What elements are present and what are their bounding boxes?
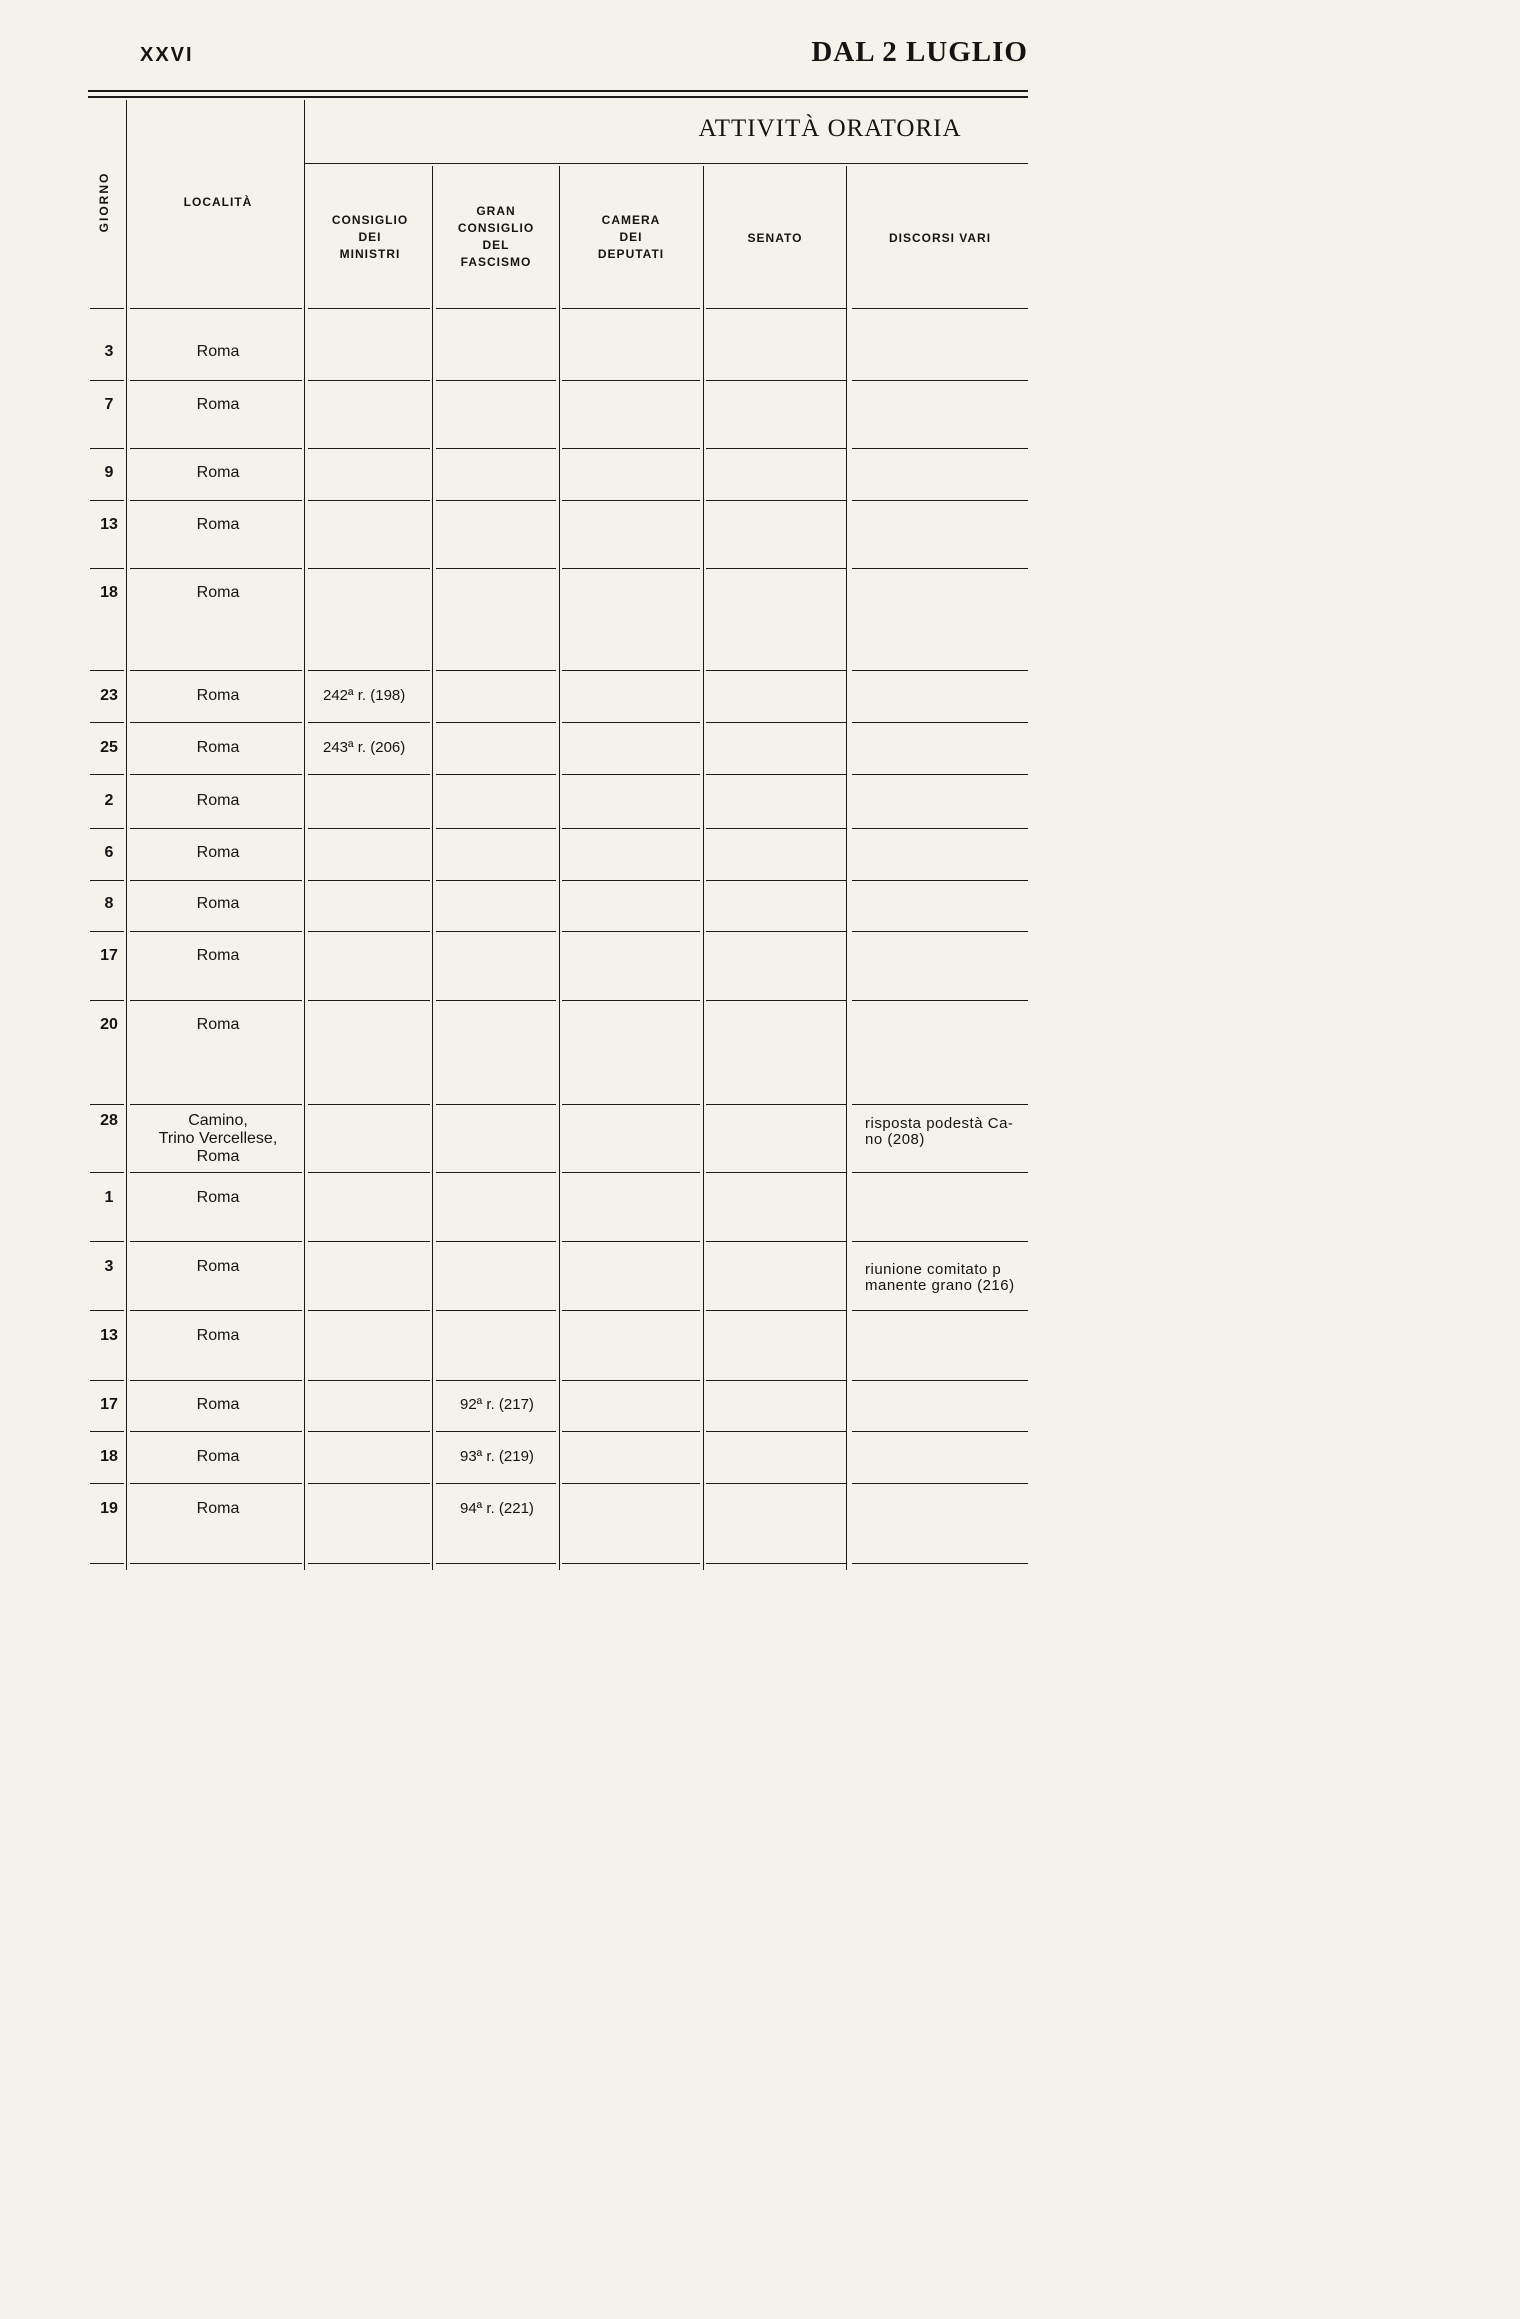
- row-divider: [90, 1483, 124, 1484]
- row-divider: [90, 500, 124, 501]
- row-divider: [90, 448, 124, 449]
- running-head: DAL 2 LUGLIO: [811, 36, 1028, 68]
- row-consiglio-ministri: 243ª r. (206): [323, 739, 406, 756]
- row-divider: [562, 500, 700, 501]
- row-day: 19: [100, 1500, 118, 1517]
- row-day: 1: [104, 1189, 114, 1206]
- row-divider: [130, 722, 302, 723]
- row-divider: [90, 1172, 124, 1173]
- row-divider: [90, 380, 124, 381]
- row-divider: [436, 380, 556, 381]
- row-divider: [562, 1000, 700, 1001]
- row-divider: [308, 1000, 430, 1001]
- row-divider: [308, 880, 430, 881]
- row-divider: [436, 1172, 556, 1173]
- row-divider: [852, 1431, 1028, 1432]
- row-day: 28: [100, 1112, 118, 1129]
- row-divider: [436, 1431, 556, 1432]
- row-divider: [562, 1241, 700, 1242]
- row-divider: [562, 308, 700, 309]
- row-divider: [436, 880, 556, 881]
- row-divider: [706, 1104, 846, 1105]
- row-day: 13: [100, 516, 118, 533]
- row-divider: [562, 931, 700, 932]
- row-divider: [436, 1483, 556, 1484]
- row-divider: [308, 500, 430, 501]
- row-day: 9: [104, 464, 114, 481]
- section-title: ATTIVITÀ ORATORIA: [698, 115, 962, 142]
- row-day: 3: [104, 343, 114, 360]
- row-divider: [562, 1172, 700, 1173]
- col-header-discorsi-vari: DISCORSI VARI: [888, 231, 992, 245]
- row-divider: [852, 1172, 1028, 1173]
- row-divider: [90, 931, 124, 932]
- row-divider: [90, 828, 124, 829]
- row-divider: [130, 774, 302, 775]
- row-divider: [706, 670, 846, 671]
- row-divider: [90, 1431, 124, 1432]
- row-divider: [706, 1241, 846, 1242]
- row-day: 6: [104, 844, 114, 861]
- row-divider: [706, 880, 846, 881]
- row-divider: [852, 1483, 1028, 1484]
- row-day: 25: [100, 739, 118, 756]
- row-localita: Roma: [196, 687, 240, 704]
- row-divider: [706, 1563, 846, 1564]
- row-divider: [852, 1310, 1028, 1311]
- row-localita: Roma: [196, 792, 240, 809]
- row-divider: [852, 722, 1028, 723]
- row-divider: [436, 774, 556, 775]
- row-divider: [562, 448, 700, 449]
- row-divider: [90, 1310, 124, 1311]
- row-localita: Roma: [196, 895, 240, 912]
- row-divider: [562, 774, 700, 775]
- row-divider: [706, 1172, 846, 1173]
- row-divider: [436, 722, 556, 723]
- row-divider: [90, 1563, 124, 1564]
- row-localita: Roma: [196, 396, 240, 413]
- row-divider: [308, 1310, 430, 1311]
- row-divider: [852, 880, 1028, 881]
- section-title-rule: [304, 163, 1028, 164]
- row-divider: [852, 1563, 1028, 1564]
- row-divider: [130, 1241, 302, 1242]
- row-divider: [308, 1172, 430, 1173]
- row-divider: [308, 448, 430, 449]
- row-divider: [436, 1563, 556, 1564]
- row-day: 20: [100, 1016, 118, 1033]
- row-divider: [852, 774, 1028, 775]
- row-divider: [706, 500, 846, 501]
- column-divider: [559, 166, 560, 1570]
- row-day: 3: [104, 1258, 114, 1275]
- row-divider: [706, 774, 846, 775]
- row-divider: [90, 670, 124, 671]
- row-divider: [852, 500, 1028, 501]
- row-divider: [130, 1483, 302, 1484]
- row-divider: [130, 1172, 302, 1173]
- row-divider: [852, 448, 1028, 449]
- row-gran-consiglio: 92ª r. (217): [460, 1396, 534, 1413]
- row-divider: [562, 1483, 700, 1484]
- row-divider: [706, 1000, 846, 1001]
- row-divider: [852, 1380, 1028, 1381]
- row-divider: [308, 722, 430, 723]
- row-divider: [308, 670, 430, 671]
- column-divider: [304, 100, 305, 1570]
- row-divider: [130, 880, 302, 881]
- row-divider: [130, 380, 302, 381]
- row-divider: [90, 774, 124, 775]
- row-divider: [308, 828, 430, 829]
- row-localita: Roma: [196, 1327, 240, 1344]
- row-divider: [852, 1241, 1028, 1242]
- row-divider: [706, 828, 846, 829]
- row-divider: [436, 1000, 556, 1001]
- row-gran-consiglio: 94ª r. (221): [460, 1500, 534, 1517]
- row-divider: [436, 1380, 556, 1381]
- row-day: 2: [104, 792, 114, 809]
- row-divider: [130, 1563, 302, 1564]
- top-rule-inner: [88, 96, 1028, 98]
- col-header-gran-consiglio: GRAN CONSIGLIO DEL FASCISMO: [457, 204, 535, 269]
- row-divider: [436, 448, 556, 449]
- row-divider: [436, 568, 556, 569]
- row-divider: [308, 1104, 430, 1105]
- row-day: 17: [100, 1396, 118, 1413]
- row-divider: [90, 880, 124, 881]
- row-divider: [130, 1104, 302, 1105]
- row-divider: [308, 568, 430, 569]
- row-divider: [562, 1310, 700, 1311]
- row-divider: [436, 1104, 556, 1105]
- column-divider: [703, 166, 704, 1570]
- row-day: 18: [100, 1448, 118, 1465]
- row-divider: [706, 448, 846, 449]
- row-divider: [436, 670, 556, 671]
- row-divider: [130, 1310, 302, 1311]
- row-divider: [852, 670, 1028, 671]
- row-discorsi-vari: riunione comitato p manente grano (216): [865, 1261, 1015, 1294]
- row-divider: [130, 500, 302, 501]
- row-day: 17: [100, 947, 118, 964]
- row-divider: [130, 931, 302, 932]
- row-consiglio-ministri: 242ª r. (198): [323, 687, 406, 704]
- row-divider: [308, 380, 430, 381]
- row-divider: [562, 722, 700, 723]
- row-divider: [308, 1483, 430, 1484]
- row-divider: [436, 500, 556, 501]
- row-divider: [308, 1431, 430, 1432]
- row-localita: Roma: [196, 844, 240, 861]
- row-divider: [852, 1000, 1028, 1001]
- row-localita: Roma: [196, 1258, 240, 1275]
- row-discorsi-vari: risposta podestà Ca- no (208): [865, 1115, 1014, 1148]
- row-gran-consiglio: 93ª r. (219): [460, 1448, 534, 1465]
- row-divider: [130, 1000, 302, 1001]
- row-day: 8: [104, 895, 114, 912]
- row-divider: [706, 1310, 846, 1311]
- row-localita: Roma: [196, 343, 240, 360]
- row-divider: [436, 931, 556, 932]
- row-divider: [562, 1563, 700, 1564]
- row-divider: [130, 308, 302, 309]
- row-localita: Roma: [196, 516, 240, 533]
- row-divider: [308, 774, 430, 775]
- col-header-camera: CAMERA DEI DEPUTATI: [597, 213, 665, 261]
- row-divider: [436, 308, 556, 309]
- row-day: 7: [104, 396, 114, 413]
- row-divider: [308, 308, 430, 309]
- row-localita: Roma: [196, 1448, 240, 1465]
- row-divider: [562, 1104, 700, 1105]
- row-divider: [90, 1380, 124, 1381]
- row-localita: Roma: [196, 1189, 240, 1206]
- row-day: 23: [100, 687, 118, 704]
- row-divider: [562, 1380, 700, 1381]
- row-localita: Roma: [196, 1016, 240, 1033]
- row-localita: Roma: [196, 1500, 240, 1517]
- row-divider: [852, 568, 1028, 569]
- row-divider: [706, 308, 846, 309]
- row-divider: [436, 828, 556, 829]
- row-divider: [706, 1483, 846, 1484]
- row-localita: Roma: [196, 584, 240, 601]
- col-header-localita: LOCALITÀ: [183, 195, 253, 209]
- row-divider: [90, 308, 124, 309]
- page-number: XXVI: [140, 44, 194, 66]
- row-divider: [562, 880, 700, 881]
- row-divider: [308, 931, 430, 932]
- row-divider: [130, 1380, 302, 1381]
- row-divider: [308, 1241, 430, 1242]
- col-header-giorno: GIORNO: [97, 171, 111, 233]
- row-divider: [562, 380, 700, 381]
- col-header-consiglio-ministri: CONSIGLIO DEI MINISTRI: [331, 213, 409, 261]
- row-divider: [562, 568, 700, 569]
- row-divider: [90, 1000, 124, 1001]
- col-header-senato: SENATO: [747, 231, 803, 245]
- row-divider: [706, 722, 846, 723]
- row-divider: [706, 931, 846, 932]
- row-divider: [562, 1431, 700, 1432]
- row-divider: [130, 448, 302, 449]
- row-divider: [130, 568, 302, 569]
- row-divider: [90, 1104, 124, 1105]
- top-rule: [88, 90, 1028, 92]
- row-divider: [90, 722, 124, 723]
- row-divider: [562, 670, 700, 671]
- row-divider: [90, 1241, 124, 1242]
- row-localita: Roma: [196, 739, 240, 756]
- row-divider: [852, 380, 1028, 381]
- row-localita: Roma: [196, 1396, 240, 1413]
- column-divider: [126, 100, 127, 1570]
- row-divider: [852, 1104, 1028, 1105]
- row-divider: [852, 828, 1028, 829]
- row-localita: Roma: [196, 947, 240, 964]
- row-divider: [130, 828, 302, 829]
- row-divider: [562, 828, 700, 829]
- row-divider: [308, 1380, 430, 1381]
- row-divider: [436, 1241, 556, 1242]
- row-divider: [706, 1380, 846, 1381]
- row-day: 13: [100, 1327, 118, 1344]
- row-divider: [706, 380, 846, 381]
- row-divider: [852, 931, 1028, 932]
- column-divider: [432, 166, 433, 1570]
- column-divider: [846, 166, 847, 1570]
- row-divider: [308, 1563, 430, 1564]
- row-divider: [436, 1310, 556, 1311]
- row-localita: Roma: [196, 464, 240, 481]
- row-divider: [852, 308, 1028, 309]
- row-divider: [130, 1431, 302, 1432]
- row-localita: Camino, Trino Vercellese, Roma: [158, 1112, 278, 1165]
- row-divider: [706, 1431, 846, 1432]
- row-divider: [706, 568, 846, 569]
- row-divider: [130, 670, 302, 671]
- row-day: 18: [100, 584, 118, 601]
- row-divider: [90, 568, 124, 569]
